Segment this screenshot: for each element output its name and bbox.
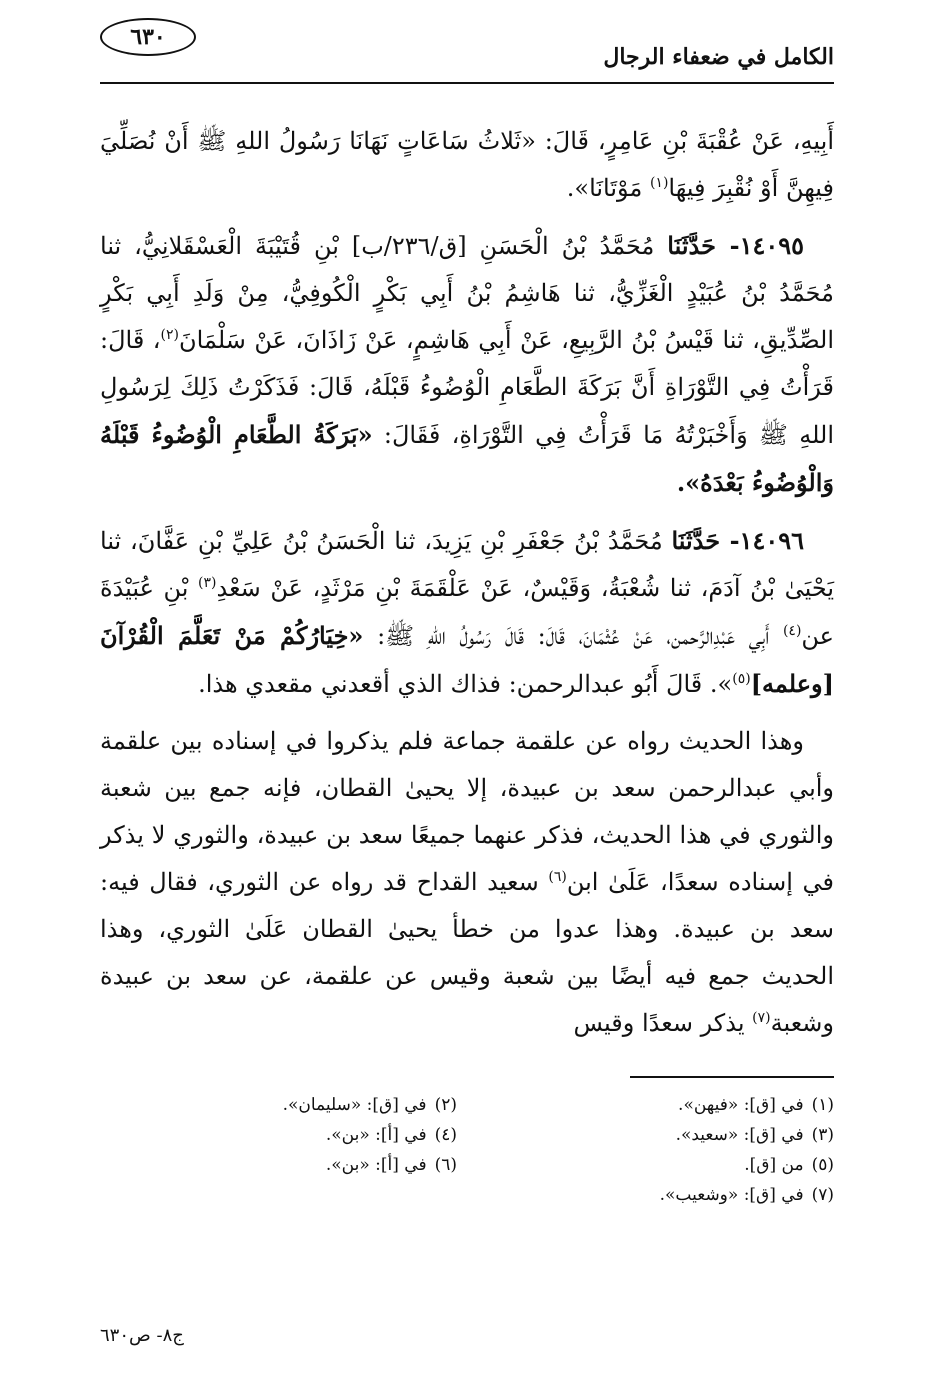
- running-title: الكامل في ضعفاء الرجال: [603, 44, 834, 70]
- footnote-ref-4: (٤): [782, 623, 802, 639]
- hadith-number-14096: ١٤٠٩٦- حَدَّثَنَا: [671, 526, 804, 555]
- footnote-grid: [100, 1090, 834, 1210]
- footnote-item: (٣)في [ق]: «سعيد».: [675, 1125, 834, 1145]
- footnote-ref-2: (٢): [160, 327, 179, 343]
- hadith-14096: ١٤٠٩٦- حَدَّثَنَا مُحَمَّدُ بْنُ جَعْفَرِ بْنِ يَزِيدَ، ثنا الْحَسَنُ بْنُ عَلِيِّ بْنِ عَفَّانَ، ثنا يَحْيَىٰ بْنُ آدَمَ، ثنا شُعْبَةُ، وَقَيْسٌ، عَنْ عَلْقَمَةَ بْنِ مَرْثَدٍ، عَنْ سَعْدِ$^{(٣)}$ بْنِ عُبَيْدَةَ عن$^{(٤)}$ أَبِي عَبْدِالرَّحمن، عَنْ عُثْمَانَ، قَالَ: قَالَ رَسُولُ اللهِ ﷺ: «خِيَارُكُمْ مَنْ تَعَلَّمَ الْقُرْآنَ [وعلمه]$^{(٥)}$». قَالَ أَبُو عبدالرحمن: فذاك الذي أقعدني مقعدي هذا.: [100, 526, 834, 698]
- hadith-14095: ١٤٠٩٥- حَدَّثَنَا مُحَمَّدُ بْنُ الْحَسَنِ [ق/٢٣٦/ب] بْنِ قُتَيْبَةَ الْعَسْقَلانِيُّ، ثنا مُحَمَّدُ بْنُ عُبَيْدٍ الْغَزِّيُّ، ثنا هَاشِمُ بْنُ أَبِي بَكْرٍ الْكُوفِيُّ، مِنْ وَلَدِ أَبِي بَكْرٍ الصِّدِّيقِ، ثنا قَيْسُ بْنُ الرَّبِيعِ، عَنْ أَبِي هَاشِمٍ، عَنْ زَاذَانَ، عَنْ سَلْمَانَ$^{(٢)}$، قَالَ: قَرَأْتُ فِي التَّوْرَاةِ أَنَّ بَرَكَةَ الطَّعَامِ الْوُضُوءُ قَبْلَهُ، قَالَ: فَذَكَرْتُ ذَلِكَ لِرَسُولِ اللهِ ﷺ وَأَخْبَرْتُهُ مَا قَرَأْتُ فِي التَّوْرَاةِ، فَقَالَ: «بَرَكَةُ الطَّعَامِ الْوُضُوءُ قَبْلَهُ وَالْوُضُوءُ بَعْدَهُ».: [100, 231, 834, 497]
- hadith-text-bold: «خِيَارُكُمْ مَنْ تَعَلَّمَ الْقُرْآنَ [وعلمه]: [100, 621, 834, 698]
- footnote-ref-7: (٧): [752, 1010, 771, 1026]
- page-number-badge: ٦٣٠: [100, 18, 196, 56]
- footnote-item: (٤)في [أ]: «بن».: [325, 1125, 457, 1145]
- paragraph-1: أَبِيهِ، عَنْ عُقْبَةَ بْنِ عَامِرٍ، قَالَ: «ثَلاثُ سَاعَاتٍ نَهَانَا رَسُولُ اللهِ ﷺ أَنْ نُصَلِّيَ فِيهِنَّ أَوْ نُقْبِرَ فِيهَا$^{(١)}$ مَوْتَانَا».: [100, 127, 834, 202]
- footnotes: [100, 1090, 834, 1210]
- hadith-text-bold: «بَرَكَةُ الطَّعَامِ الْوُضُوءُ قَبْلَهُ وَالْوُضُوءُ بَعْدَهُ».: [100, 420, 834, 497]
- footnote-ref-3: (٣): [198, 575, 217, 591]
- volume-page-reference: ج٨- ص٦٣٠: [100, 1325, 184, 1346]
- main-text: [100, 118, 834, 1057]
- footnote-item: (٧)في [ق]: «وشعيب».: [659, 1185, 834, 1205]
- footnote-item: (٥)من [ق].: [744, 1155, 834, 1175]
- footnote-ref-5: (٥): [732, 671, 751, 687]
- page-header: [100, 38, 834, 90]
- footnote-rule: [630, 1076, 834, 1078]
- hadith-number-14095: ١٤٠٩٥- حَدَّثَنَا: [667, 231, 805, 260]
- footnote-item: (٢)في [ق]: «سليمان».: [282, 1095, 457, 1115]
- footnote-ref-6: (٦): [548, 869, 567, 885]
- footnote-item: (١)في [ق]: «فيهن».: [678, 1095, 834, 1115]
- footnote-item: (٦)في [أ]: «بن».: [325, 1155, 457, 1175]
- header-rule: [100, 82, 834, 84]
- footnote-ref-1: (١): [649, 175, 669, 191]
- commentary-paragraph: وهذا الحديث رواه عن علقمة جماعة فلم يذكروا في إسناده بين علقمة وأبي عبدالرحمن سعد بن عبيدة، إلا يحيىٰ القطان، فإنه جمع بين شعبة والثوري في هذا الحديث، فذكر عنهما جميعًا سعد بن عبيدة، والثوري لا يذكر في إسناده سعدًا، عَلَىٰ ابن$^{(٦)}$ سعيد القداح قد رواه عن الثوري، فقال فيه: سعد بن عبيدة. وهذا عدوا من خطأ يحيىٰ القطان عَلَىٰ الثوري، وهذا الحديث جمع فيه أيضًا بين شعبة وقيس عن علقمة، عن سعد بن عبيدة وشعبة$^{(٧)}$ يذكر سعدًا وقيس: [100, 727, 835, 1037]
